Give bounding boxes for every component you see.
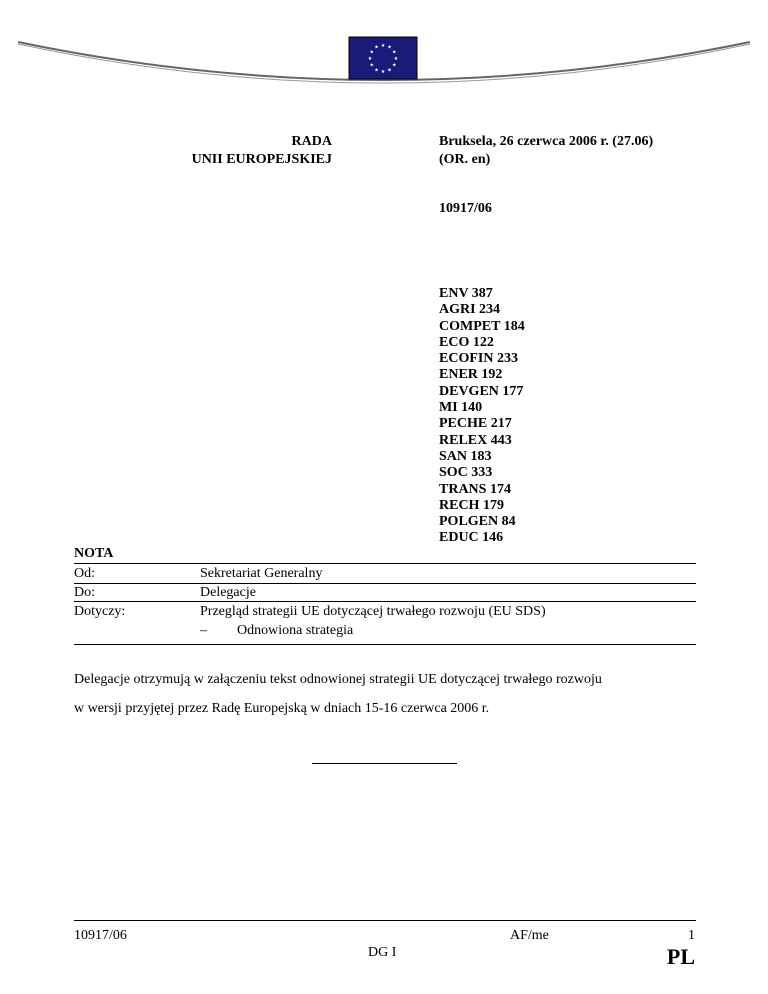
footer-divider [74, 920, 696, 921]
note-title: NOTA [74, 546, 114, 561]
divider [74, 601, 696, 602]
footer-dg: DG I [368, 945, 397, 960]
subject-code: ECO 122 [439, 334, 494, 350]
eu-flag-icon [349, 37, 417, 79]
subject-dash: – [200, 623, 207, 638]
subject-code: SAN 183 [439, 448, 492, 464]
subject-label: Dotyczy: [74, 604, 126, 619]
flag-star-icon: ★ [393, 57, 399, 62]
subject-code: RELEX 443 [439, 432, 512, 448]
flag-star-icon: ★ [380, 44, 386, 49]
flag-star-icon: ★ [367, 57, 373, 62]
subject-code: MI 140 [439, 400, 483, 416]
end-rule [312, 763, 457, 764]
flag-star-icon: ★ [369, 50, 374, 56]
to-value: Delegacje [200, 585, 256, 600]
flag-star-icon: ★ [369, 63, 374, 69]
footer-language: PL [666, 944, 695, 969]
council-line2: UNII EUROPEJSKIEJ [191, 152, 332, 167]
subject-value: Przegląd strategii UE dotyczącej trwałego rozwoju (EU SDS) [200, 604, 546, 619]
subject-codes-list [439, 286, 525, 547]
subject-code: SOC 333 [439, 465, 493, 481]
flag-star-icon: ★ [392, 50, 397, 56]
council-line1: RADA [291, 134, 332, 149]
flag-star-icon: ★ [380, 70, 386, 75]
subject-code: ENER 192 [439, 367, 503, 383]
subject-code: TRANS 174 [439, 481, 511, 497]
flag-star-icon: ★ [387, 45, 392, 51]
flag-star-icon: ★ [374, 45, 379, 51]
from-value: Sekretariat Generalny [200, 566, 323, 581]
subject-code: EDUC 146 [439, 530, 504, 546]
body-line-2: w wersji przyjętej przez Radę Europejską w dniach 15-16 czerwca 2006 r. [74, 701, 490, 716]
footer-page-number: 1 [688, 928, 695, 943]
divider [74, 583, 696, 584]
flag-star-icon: ★ [374, 68, 379, 74]
flag-star-icon: ★ [387, 68, 392, 74]
body-line-1: Delegacje otrzymują w załączeniu tekst odnowionej strategii UE dotyczącej trwałego rozwoju [74, 672, 602, 687]
subject-code: RECH 179 [439, 497, 504, 513]
from-label: Od: [74, 566, 95, 581]
place-date-block [439, 133, 653, 169]
divider [74, 563, 696, 564]
subject-code: POLGEN 84 [439, 514, 516, 530]
subject-subtitle: Odnowiona strategia [237, 623, 354, 638]
subject-code: AGRI 234 [439, 302, 501, 318]
flag-star-icon: ★ [392, 63, 397, 69]
place-date: Bruksela, 26 czerwca 2006 r. (27.06) [439, 134, 654, 149]
document-number: 10917/06 [439, 201, 492, 216]
subject-code: COMPET 184 [439, 318, 525, 334]
subject-code: PECHE 217 [439, 416, 512, 432]
divider [74, 644, 696, 645]
council-name [150, 133, 332, 169]
header-ribbon [0, 0, 768, 110]
original-language: (OR. en) [439, 152, 491, 167]
footer-doc-number: 10917/06 [74, 928, 127, 943]
to-label: Do: [74, 585, 95, 600]
subject-code: ECOFIN 233 [439, 351, 518, 367]
subject-code: DEVGEN 177 [439, 383, 524, 399]
subject-code: ENV 387 [439, 286, 493, 301]
footer-initials: AF/me [510, 928, 549, 943]
